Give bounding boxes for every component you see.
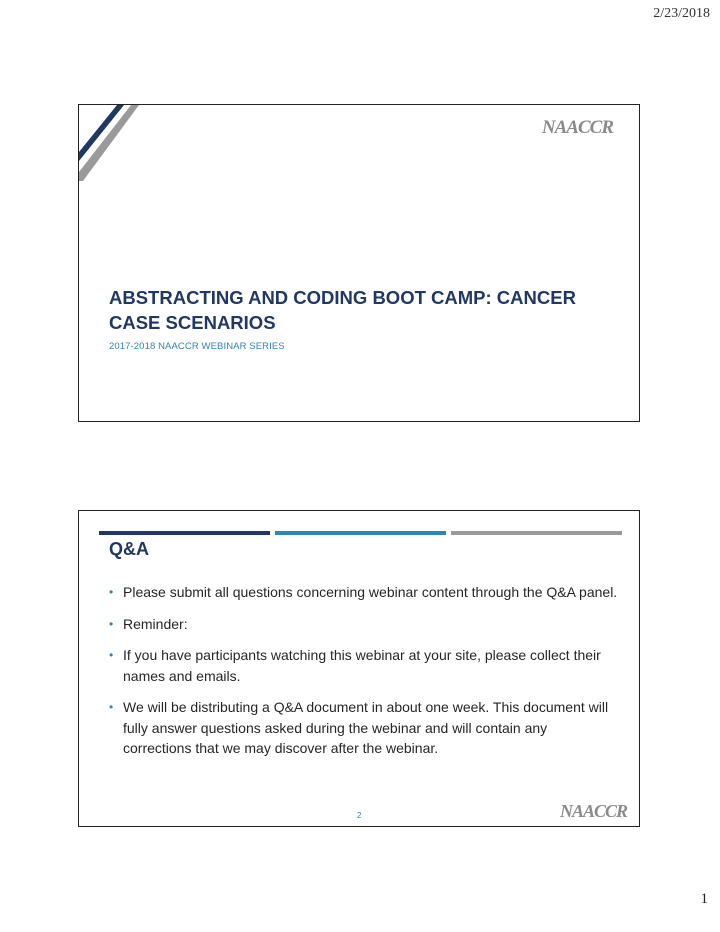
slide-title: ABSTRACTING AND CODING BOOT CAMP: CANCER CASE SCENARIOS — [109, 287, 576, 333]
slide-2 — [78, 510, 640, 827]
bullet-item — [109, 614, 619, 635]
bullet-item — [109, 645, 619, 686]
naaccr-logo: NAACCR — [559, 801, 627, 821]
bullet-text: Reminder: — [123, 615, 188, 632]
header-bar-blue — [275, 531, 446, 535]
bullet-dot-icon: • — [109, 585, 114, 599]
naaccr-logo: NAACCR — [541, 117, 613, 138]
page-date: 2/23/2018 — [653, 6, 710, 21]
slide-1 — [78, 104, 640, 422]
header-bar-gray — [451, 531, 622, 535]
qa-title: Q&A — [109, 539, 149, 559]
bullet-dot-icon: • — [109, 700, 114, 714]
header-bars — [99, 531, 622, 535]
bullet-item — [109, 582, 619, 603]
header-bar-navy — [99, 531, 270, 535]
corner-stripes-decoration — [79, 105, 139, 185]
bullet-text: Please submit all questions concerning webinar content through the Q&A panel. — [123, 584, 618, 600]
bullet-list — [109, 582, 619, 770]
bullet-text: We will be distributing a Q&A document in about one week. This document will fully answer questions asked during the webinar and will contain any corrections that we may discover after the webinar. — [123, 699, 609, 756]
bullet-dot-icon: • — [109, 648, 114, 662]
bullet-text: If you have participants watching this webinar at your site, please collect their names and emails. — [123, 647, 601, 684]
bullet-item — [109, 697, 619, 759]
slide-number: 2 — [357, 811, 362, 820]
bullet-dot-icon: • — [109, 616, 114, 631]
page-number: 1 — [700, 891, 708, 907]
slide-subtitle: 2017-2018 NAACCR WEBINAR SERIES — [109, 341, 285, 352]
